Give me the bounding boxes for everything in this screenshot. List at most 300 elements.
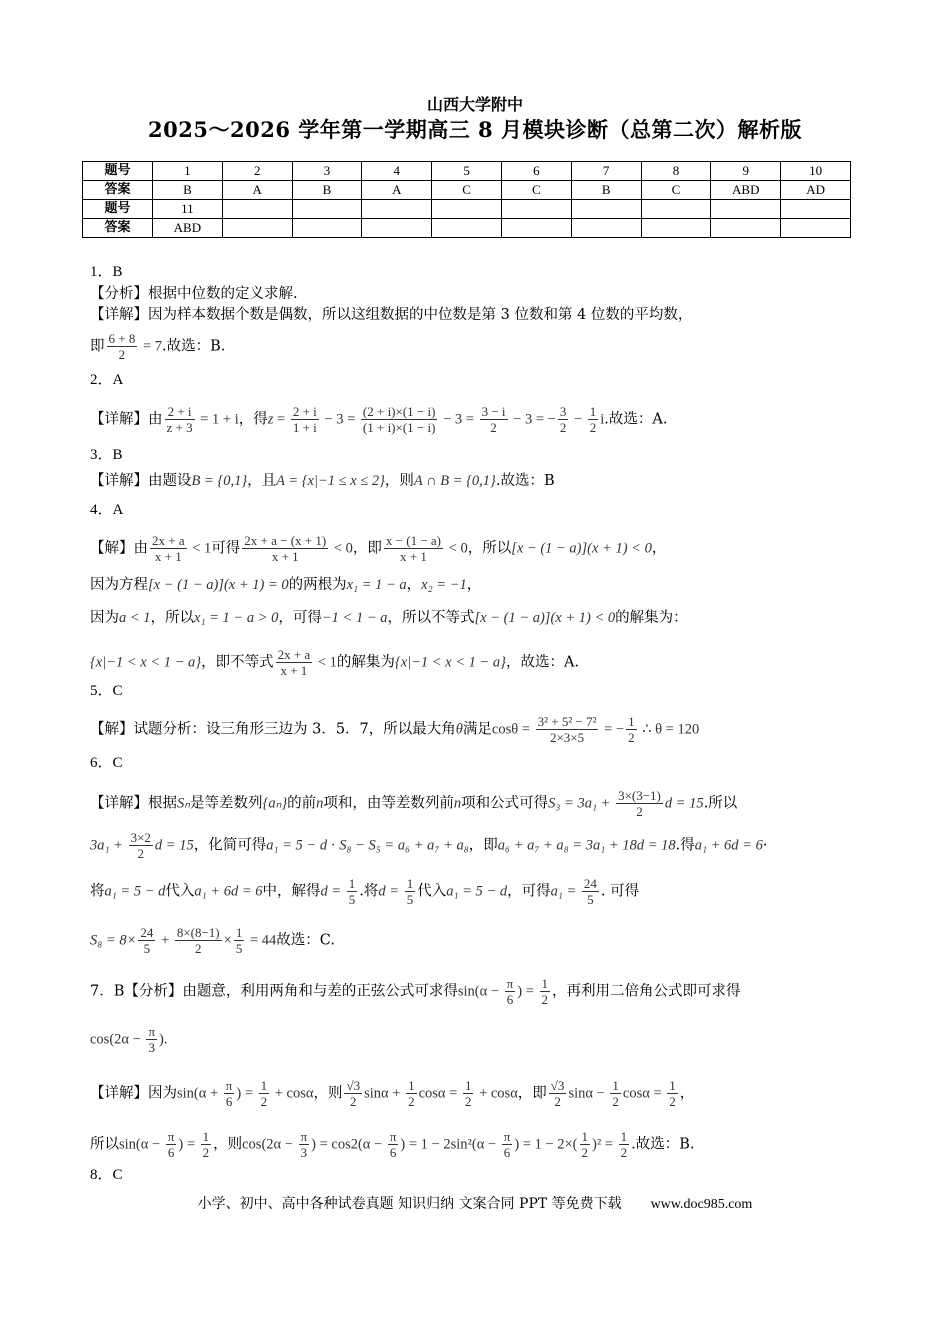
numerator: x − (1 − a) xyxy=(385,533,442,548)
question-number-cell: 1 xyxy=(153,162,223,181)
fraction xyxy=(146,1024,157,1055)
school-name: 山西大学附中 xyxy=(426,95,523,114)
question-number-cell xyxy=(711,200,781,219)
table-row xyxy=(83,181,851,200)
numerator: 3×2 xyxy=(130,830,151,845)
denominator: 2 xyxy=(669,1094,676,1109)
text: ，得 xyxy=(238,411,268,428)
text: 的解集为 xyxy=(336,654,395,671)
numerator: 1 xyxy=(464,1078,472,1093)
text: ， xyxy=(466,577,482,593)
q7-line3 xyxy=(90,1078,694,1109)
text: 的解集为： xyxy=(615,610,688,626)
text: 【详解】根据 xyxy=(90,795,177,812)
math: x₁ = 1 − a > 0 xyxy=(194,610,279,626)
text: 【详解】由 xyxy=(90,411,163,428)
math: = 1 + i xyxy=(196,411,239,428)
math: cos(2α − xyxy=(90,1031,145,1048)
question-number-cell xyxy=(571,200,641,219)
q2-detail xyxy=(90,404,667,435)
q2-heading: 2．A xyxy=(90,372,124,388)
text: ，则 xyxy=(384,473,414,489)
fraction xyxy=(201,1129,212,1160)
math: n xyxy=(453,795,462,812)
fraction xyxy=(150,533,187,564)
math: d = xyxy=(320,883,345,900)
fraction xyxy=(388,1129,399,1160)
math: < 0 xyxy=(445,540,468,557)
question-number-cell xyxy=(292,200,362,219)
row-label: 答案 xyxy=(83,181,153,200)
text: ， xyxy=(679,1085,695,1102)
denominator: 5 xyxy=(235,941,243,956)
question-number-cell: 11 xyxy=(153,200,223,219)
answer-cell xyxy=(571,219,641,238)
text: ，即不等式 xyxy=(201,654,274,671)
q3-heading: 3．B xyxy=(90,447,123,463)
denominator: 5 xyxy=(587,892,594,907)
text: 的前 xyxy=(287,795,317,812)
math: S₃ = 3a₁ + xyxy=(548,795,615,812)
answer-cell: ABD xyxy=(153,219,223,238)
math: − 3 = xyxy=(320,411,359,428)
text: .故选：B. xyxy=(631,1136,695,1153)
math: a₁ = 5 − d xyxy=(104,883,166,900)
answer-cell: B xyxy=(292,181,362,200)
numerator: 2 + i xyxy=(165,404,195,420)
numerator: 6 + 8 xyxy=(108,331,136,346)
denominator: 5 xyxy=(406,892,414,907)
math: < 1 xyxy=(314,654,337,671)
fraction xyxy=(505,976,516,1007)
text: ，则 xyxy=(213,1136,243,1153)
q6-line2 xyxy=(90,830,767,861)
question-number-cell: 3 xyxy=(292,162,362,181)
numerator: 24 xyxy=(583,876,597,891)
math: ) = 1 − 2sin²(α − xyxy=(400,1136,500,1153)
q8-heading: 8．C xyxy=(90,1167,123,1183)
text: ，则 xyxy=(313,1085,343,1102)
math: − 3 = xyxy=(439,411,478,428)
answer-cell xyxy=(222,219,292,238)
text: ， xyxy=(651,540,667,557)
question-number-cell: 5 xyxy=(432,162,502,181)
math: {aₙ} xyxy=(262,795,288,812)
text: 因为方程 xyxy=(90,577,148,593)
denominator: x + 1 xyxy=(154,549,182,564)
fraction xyxy=(667,1078,678,1109)
denominator: 6 xyxy=(506,992,514,1007)
q4-heading: 4．A xyxy=(90,502,124,518)
math: d = xyxy=(378,883,403,900)
fraction xyxy=(616,788,663,819)
numerator: 3 xyxy=(559,404,567,419)
denominator: 2 xyxy=(194,941,202,956)
math: {x|−1 < x < 1 − a} xyxy=(394,654,506,671)
denominator: 2 xyxy=(408,1094,415,1109)
q7-line2 xyxy=(90,1024,167,1055)
q6-line1 xyxy=(90,788,737,819)
math: · xyxy=(327,837,340,854)
row-label: 答案 xyxy=(83,219,153,238)
text: 【详解】由题设 xyxy=(90,473,192,489)
answer-cell xyxy=(781,219,851,238)
math: sin(α − xyxy=(457,983,503,1000)
fraction xyxy=(224,1078,235,1109)
math: − xyxy=(570,411,586,428)
denominator: 2 xyxy=(554,1094,561,1109)
denominator: x + 1 xyxy=(280,663,308,678)
denominator: 2 xyxy=(620,1145,628,1160)
denominator: 6 xyxy=(389,1145,397,1160)
math: cosα = xyxy=(622,1085,666,1102)
denominator: 5 xyxy=(348,892,356,907)
answer-cell: AD xyxy=(781,181,851,200)
fraction xyxy=(347,876,358,907)
math: < 0 xyxy=(330,540,353,557)
math: i xyxy=(600,411,605,428)
text: 项和，由等差数列前 xyxy=(323,795,454,812)
text: ，即 xyxy=(352,540,382,557)
math: S₈ − S₅ = a₆ + a₇ + a₈ xyxy=(339,837,469,854)
denominator: 3 xyxy=(148,1040,155,1055)
fraction xyxy=(582,876,599,907)
numerator: 24 xyxy=(140,925,154,940)
math: d = 15 xyxy=(664,795,704,812)
denominator: 2 xyxy=(559,420,567,435)
math: + cosα xyxy=(271,1085,314,1102)
answer-cell xyxy=(501,219,571,238)
question-number-cell: 2 xyxy=(222,162,292,181)
math: = xyxy=(273,411,289,428)
q6-line3 xyxy=(90,876,639,907)
fraction xyxy=(463,1078,474,1109)
math: z xyxy=(267,411,274,428)
question-number-cell xyxy=(641,200,711,219)
text: . 可得 xyxy=(600,883,640,900)
denominator: z + 3 xyxy=(166,420,193,435)
numerator: 1 xyxy=(406,876,414,891)
denominator: 6 xyxy=(167,1145,175,1160)
text: .故选：B xyxy=(495,473,555,489)
math: Sₙ xyxy=(177,795,191,812)
fraction xyxy=(480,404,508,435)
answer-cell xyxy=(292,219,362,238)
text: 【解】由 xyxy=(90,540,148,557)
math: a < 1 xyxy=(119,610,151,626)
math: d = 15 xyxy=(154,837,194,854)
denominator: 2 xyxy=(628,730,635,745)
math: a₁ = xyxy=(550,883,580,900)
denominator: x + 1 xyxy=(271,549,299,564)
denominator: 2 xyxy=(137,846,144,861)
q4-line1 xyxy=(90,533,666,564)
denominator: 2×3×5 xyxy=(549,730,585,745)
denominator: 2 xyxy=(260,1094,268,1109)
math: cosα = xyxy=(418,1085,461,1102)
denominator: 2 xyxy=(350,1094,357,1109)
fraction xyxy=(502,1129,513,1160)
denominator: x + 1 xyxy=(400,549,427,564)
numerator: 2 + i xyxy=(292,404,317,419)
fraction xyxy=(405,876,416,907)
text: ，且 xyxy=(247,473,277,489)
text: 即 xyxy=(90,338,105,355)
fraction xyxy=(384,533,443,564)
footer-url[interactable]: www.doc985.com xyxy=(650,1197,753,1212)
math: ) = cos2(α − xyxy=(311,1136,386,1153)
text: 所以 xyxy=(90,1136,119,1153)
math: sinα + xyxy=(364,1085,405,1102)
text: ，即 xyxy=(468,837,498,854)
question-number-cell: 4 xyxy=(362,162,432,181)
question-number-cell: 6 xyxy=(501,162,571,181)
question-number-cell xyxy=(222,200,292,219)
denominator: 2 xyxy=(464,1094,472,1109)
answer-cell: C xyxy=(501,181,571,200)
fraction xyxy=(406,1078,417,1109)
math: B = {0,1} xyxy=(191,473,248,489)
math: = 44 xyxy=(246,932,277,949)
numerator: 3 − i xyxy=(481,404,506,419)
math: = − xyxy=(600,721,625,738)
math: cosθ = xyxy=(491,721,534,738)
fraction xyxy=(344,1078,362,1109)
math: − 3 = − xyxy=(509,411,556,428)
fraction xyxy=(580,1129,591,1160)
row-label: 题号 xyxy=(83,200,153,219)
numerator: 2x + a xyxy=(152,533,185,548)
numerator: 1 xyxy=(612,1078,619,1093)
fraction xyxy=(619,1129,630,1160)
numerator: 1 xyxy=(348,876,356,891)
math: cos(2α − xyxy=(242,1136,297,1153)
numerator: 3² + 5² − 7² xyxy=(537,714,597,729)
text: 代入 xyxy=(165,883,195,900)
answer-cell: A xyxy=(362,181,432,200)
fraction xyxy=(536,714,599,745)
text: .得 xyxy=(675,837,695,854)
numerator: 1 xyxy=(408,1078,415,1093)
answer-cell xyxy=(641,219,711,238)
fraction xyxy=(242,533,328,564)
denominator: 2 xyxy=(581,1145,589,1160)
math: ). xyxy=(159,1031,168,1048)
denominator: 2 xyxy=(589,420,597,435)
answer-cell xyxy=(362,219,432,238)
math: × xyxy=(223,932,232,949)
answer-cell: A xyxy=(222,181,292,200)
math: sinα − xyxy=(568,1085,609,1102)
answer-cell: ABD xyxy=(711,181,781,200)
text: ，所以 xyxy=(150,610,195,626)
math: x₂ = −1 xyxy=(421,577,467,593)
math: + cosα xyxy=(475,1085,518,1102)
math: a₁ + 6d = 6 xyxy=(694,837,763,854)
question-number-cell: 10 xyxy=(781,162,851,181)
math: x₁ = 1 − a xyxy=(346,577,407,593)
q4-line2 xyxy=(90,575,481,595)
text: 故选：C. xyxy=(276,932,335,949)
fraction xyxy=(361,404,438,435)
math: −1 < 1 − a xyxy=(321,610,388,626)
text: .故选：B. xyxy=(162,338,226,355)
denominator: 2 xyxy=(118,347,126,362)
text: ，可得 xyxy=(278,610,322,626)
denominator: 6 xyxy=(503,1145,511,1160)
question-number-cell: 8 xyxy=(641,162,711,181)
math: ) = 1 − 2×( xyxy=(514,1136,578,1153)
q4-line4 xyxy=(90,647,579,678)
fraction xyxy=(166,1129,177,1160)
math: [x − (1 − a)](x + 1) < 0 xyxy=(474,610,616,626)
fraction xyxy=(610,1078,621,1109)
q1-conclusion xyxy=(90,331,225,362)
table-row xyxy=(83,162,851,181)
numerator: √3 xyxy=(550,1078,565,1093)
text: ，可得 xyxy=(507,883,551,900)
numerator: 8×(8−1) xyxy=(176,925,220,940)
numerator: 1 xyxy=(581,1129,589,1144)
numerator: π xyxy=(167,1129,175,1144)
fraction xyxy=(588,404,599,435)
text: ， xyxy=(406,577,422,593)
text: ，所以不等式 xyxy=(387,610,475,626)
text: .所以 xyxy=(703,795,738,812)
row-label: 题号 xyxy=(83,162,153,181)
denominator: 1 + i xyxy=(292,420,317,435)
math: < 1 xyxy=(188,540,212,557)
text: 的两根为 xyxy=(288,577,347,593)
q1-heading: 1．B xyxy=(90,264,123,280)
fraction xyxy=(549,1078,567,1109)
fraction xyxy=(291,404,319,435)
q4-line3 xyxy=(90,608,688,628)
denominator: 2 xyxy=(490,420,497,435)
math: + xyxy=(157,932,173,949)
q7-line4 xyxy=(90,1129,695,1160)
q5-detail xyxy=(90,714,699,745)
answer-cell: C xyxy=(432,181,502,200)
fraction xyxy=(138,925,155,956)
text: ，即 xyxy=(517,1085,547,1102)
math: a₁ + 6d = 6 xyxy=(194,883,263,900)
math: A = {x|−1 ≤ x ≤ 2} xyxy=(276,473,385,489)
text: 可得 xyxy=(211,540,241,557)
math: [x − (1 − a)](x + 1) < 0 xyxy=(511,540,652,557)
q5-heading: 5．C xyxy=(90,683,123,699)
numerator: 1 xyxy=(669,1078,676,1093)
q7-line1 xyxy=(90,976,741,1007)
answer-cell: B xyxy=(571,181,641,200)
fraction xyxy=(626,714,637,745)
math: n xyxy=(316,795,324,812)
page-footer xyxy=(0,1193,950,1213)
numerator: π xyxy=(225,1078,233,1093)
text: ，故选：A. xyxy=(505,654,580,671)
math: a₁ = 5 − d xyxy=(446,883,508,900)
fraction xyxy=(129,830,153,861)
numerator: 1 xyxy=(235,925,243,940)
fraction xyxy=(299,1129,310,1160)
text: 满足 xyxy=(462,721,492,738)
text: 【详解】因为 xyxy=(90,1085,177,1102)
text: 项和公式可得 xyxy=(461,795,549,812)
denominator: (1 + i)×(1 − i) xyxy=(362,420,436,435)
text: · xyxy=(762,837,768,854)
numerator: 2x + a xyxy=(277,647,311,662)
numerator: 2x + a − (x + 1) xyxy=(244,533,327,548)
denominator: 3 xyxy=(300,1145,308,1160)
text: 7．B【分析】由题意，利用两角和与差的正弦公式可求得 xyxy=(90,983,458,1000)
numerator: (2 + i)×(1 − i) xyxy=(362,404,436,419)
answer-cell: C xyxy=(641,181,711,200)
denominator: 2 xyxy=(612,1094,619,1109)
math: ) = xyxy=(236,1085,257,1102)
math: 3a₁ + xyxy=(90,837,127,854)
fraction xyxy=(234,925,245,956)
math: [x − (1 − a)](x + 1) = 0 xyxy=(148,577,289,593)
numerator: 3×(3−1) xyxy=(618,788,661,803)
math: ) = xyxy=(517,983,538,1000)
text: .故选：A. xyxy=(604,411,668,428)
numerator: π xyxy=(300,1129,308,1144)
numerator: π xyxy=(389,1129,397,1144)
fraction xyxy=(276,647,313,678)
answer-table xyxy=(82,161,851,238)
numerator: 1 xyxy=(260,1078,268,1093)
numerator: 1 xyxy=(589,404,597,419)
q1-analysis: 【分析】根据中位数的定义求解. xyxy=(90,286,298,302)
footer-text: 小学、初中、高中各种试卷真题 知识归纳 文案合同 PPT 等免费下载 xyxy=(197,1196,622,1212)
text: ，再利用二倍角公式即可求得 xyxy=(552,983,741,1000)
answer-cell xyxy=(711,219,781,238)
math: ∴ θ = 120 xyxy=(638,721,700,738)
table-row xyxy=(83,200,851,219)
exam-title: 2025～2026 学年第一学期高三 8 月模块诊断（总第二次）解析版 xyxy=(148,117,802,142)
question-number-cell xyxy=(501,200,571,219)
numerator: 1 xyxy=(620,1129,628,1144)
numerator: π xyxy=(506,976,514,991)
math: {x|−1 < x < 1 − a} xyxy=(90,654,202,671)
numerator: √3 xyxy=(346,1078,361,1093)
denominator: 6 xyxy=(225,1094,233,1109)
text: ，所以 xyxy=(467,540,512,557)
text: 代入 xyxy=(417,883,447,900)
question-number-cell: 7 xyxy=(571,162,641,181)
numerator: π xyxy=(148,1024,156,1039)
numerator: π xyxy=(503,1129,511,1144)
math: a₆ + a₇ + a₈ = 3a₁ + 18d = 18 xyxy=(497,837,676,854)
text: 【解】试题分析：设三角形三边为 3．5．7，所以最大角 xyxy=(90,721,456,738)
math: = 7 xyxy=(139,338,163,355)
numerator: 1 xyxy=(628,714,635,729)
denominator: 5 xyxy=(143,941,151,956)
math: sin(α + xyxy=(177,1085,222,1102)
math: A ∩ B = {0,1} xyxy=(413,473,496,489)
text: 将 xyxy=(90,883,105,900)
fraction xyxy=(540,976,551,1007)
fraction xyxy=(107,331,138,362)
fraction xyxy=(558,404,569,435)
table-row xyxy=(83,219,851,238)
question-number-cell xyxy=(781,200,851,219)
fraction xyxy=(259,1078,270,1109)
question-number-cell xyxy=(362,200,432,219)
numerator: 1 xyxy=(541,976,549,991)
text: ，化简可得 xyxy=(193,837,267,854)
fraction xyxy=(175,925,222,956)
